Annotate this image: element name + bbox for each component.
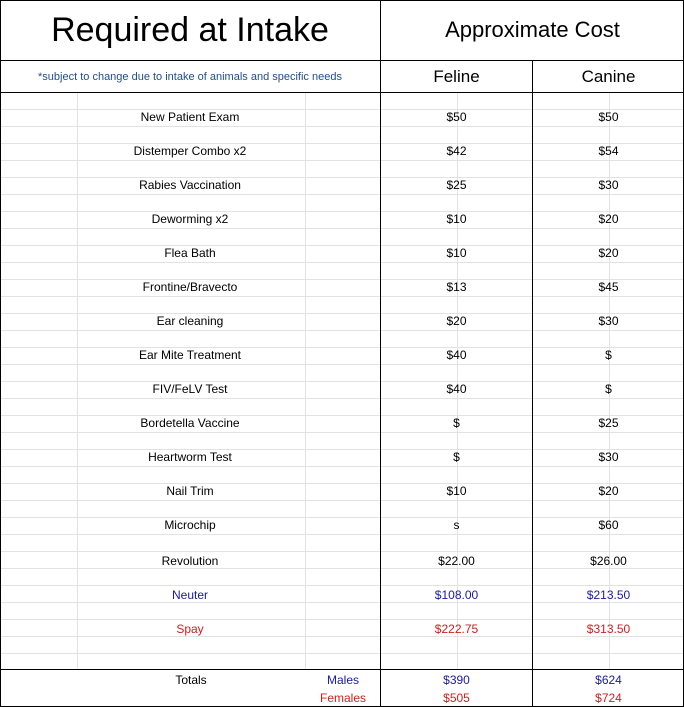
- canine-price: $54: [598, 144, 619, 158]
- service-label: Neuter: [171, 588, 209, 602]
- canine-price: $50: [598, 110, 619, 124]
- service-label: Spay: [176, 622, 204, 636]
- service-label: Revolution: [161, 554, 219, 568]
- grid-row-line: [0, 228, 684, 229]
- totals-label: Totals: [175, 672, 207, 687]
- feline-price: $22.00: [438, 554, 475, 568]
- page-title: Required at Intake: [51, 10, 329, 49]
- grid-row-line: [0, 398, 684, 399]
- grid-row-line: [0, 432, 684, 433]
- canine-price: $30: [598, 178, 619, 192]
- service-label: Microchip: [164, 518, 216, 532]
- service-label: Frontine/Bravecto: [142, 280, 238, 294]
- grid-row-line: [0, 534, 684, 535]
- males-feline-total: $390: [443, 672, 470, 687]
- canine-price: $25: [598, 416, 619, 430]
- feline-price: $25: [446, 178, 467, 192]
- service-label: Flea Bath: [164, 246, 216, 260]
- table-border-left: [0, 0, 1, 707]
- females-canine-total: $724: [595, 690, 622, 705]
- canine-price: $: [605, 348, 612, 362]
- feline-price: $20: [446, 314, 467, 328]
- canine-price: $45: [598, 280, 619, 294]
- feline-price: $: [453, 450, 460, 464]
- canine-column-header: Canine: [581, 66, 636, 86]
- service-label: Bordetella Vaccine: [140, 416, 240, 430]
- feline-price: $42: [446, 144, 467, 158]
- canine-price: $313.50: [586, 622, 631, 636]
- feline-price: $40: [446, 348, 467, 362]
- service-label: Heartworm Test: [148, 450, 232, 464]
- grid-row-line: [0, 126, 684, 127]
- header-divider: [0, 60, 684, 61]
- table-border-top: [0, 0, 684, 1]
- species-column-divider: [532, 61, 533, 707]
- feline-price: $13: [446, 280, 467, 294]
- canine-price: $213.50: [586, 588, 631, 602]
- service-label: Ear Mite Treatment: [138, 348, 242, 362]
- canine-price: $60: [598, 518, 619, 532]
- females-label: Females: [319, 690, 366, 705]
- feline-price: $10: [446, 246, 467, 260]
- feline-price: $10: [446, 212, 467, 226]
- service-label: Rabies Vaccination: [139, 178, 241, 192]
- cost-heading: Approximate Cost: [445, 17, 620, 42]
- grid-row-line: [0, 500, 684, 501]
- canine-price: $26.00: [590, 554, 627, 568]
- canine-price: $20: [598, 246, 619, 260]
- grid-row-line: [0, 194, 684, 195]
- grid-row-line: [0, 364, 684, 365]
- feline-price: $: [453, 416, 460, 430]
- service-label: Deworming x2: [151, 212, 229, 226]
- grid-row-line: [0, 330, 684, 331]
- service-label: FIV/FeLV Test: [152, 382, 228, 396]
- canine-price: $30: [598, 450, 619, 464]
- grid-row-line: [0, 653, 684, 654]
- totals-divider: [0, 669, 684, 670]
- grid-row-line: [0, 262, 684, 263]
- service-label: Nail Trim: [166, 484, 214, 498]
- feline-price: $108.00: [434, 588, 479, 602]
- feline-price: $10: [446, 484, 467, 498]
- canine-price: $30: [598, 314, 619, 328]
- canine-price: $: [605, 382, 612, 396]
- males-label: Males: [326, 672, 359, 687]
- column-header-divider: [0, 92, 684, 93]
- service-label: New Patient Exam: [140, 110, 240, 124]
- feline-price: s: [453, 518, 460, 532]
- feline-column-header: Feline: [433, 66, 480, 86]
- canine-price: $20: [598, 484, 619, 498]
- service-label: Distemper Combo x2: [133, 144, 247, 158]
- cost-column-divider: [380, 0, 381, 707]
- males-canine-total: $624: [595, 672, 622, 687]
- grid-row-line: [0, 160, 684, 161]
- feline-price: $40: [446, 382, 467, 396]
- grid-row-line: [0, 296, 684, 297]
- canine-price: $20: [598, 212, 619, 226]
- feline-price: $50: [446, 110, 467, 124]
- grid-row-line: [0, 466, 684, 467]
- disclaimer-note: *subject to change due to intake of animals and specific needs: [38, 70, 342, 83]
- feline-price: $222.75: [434, 622, 479, 636]
- females-feline-total: $505: [443, 690, 470, 705]
- service-label: Ear cleaning: [156, 314, 224, 328]
